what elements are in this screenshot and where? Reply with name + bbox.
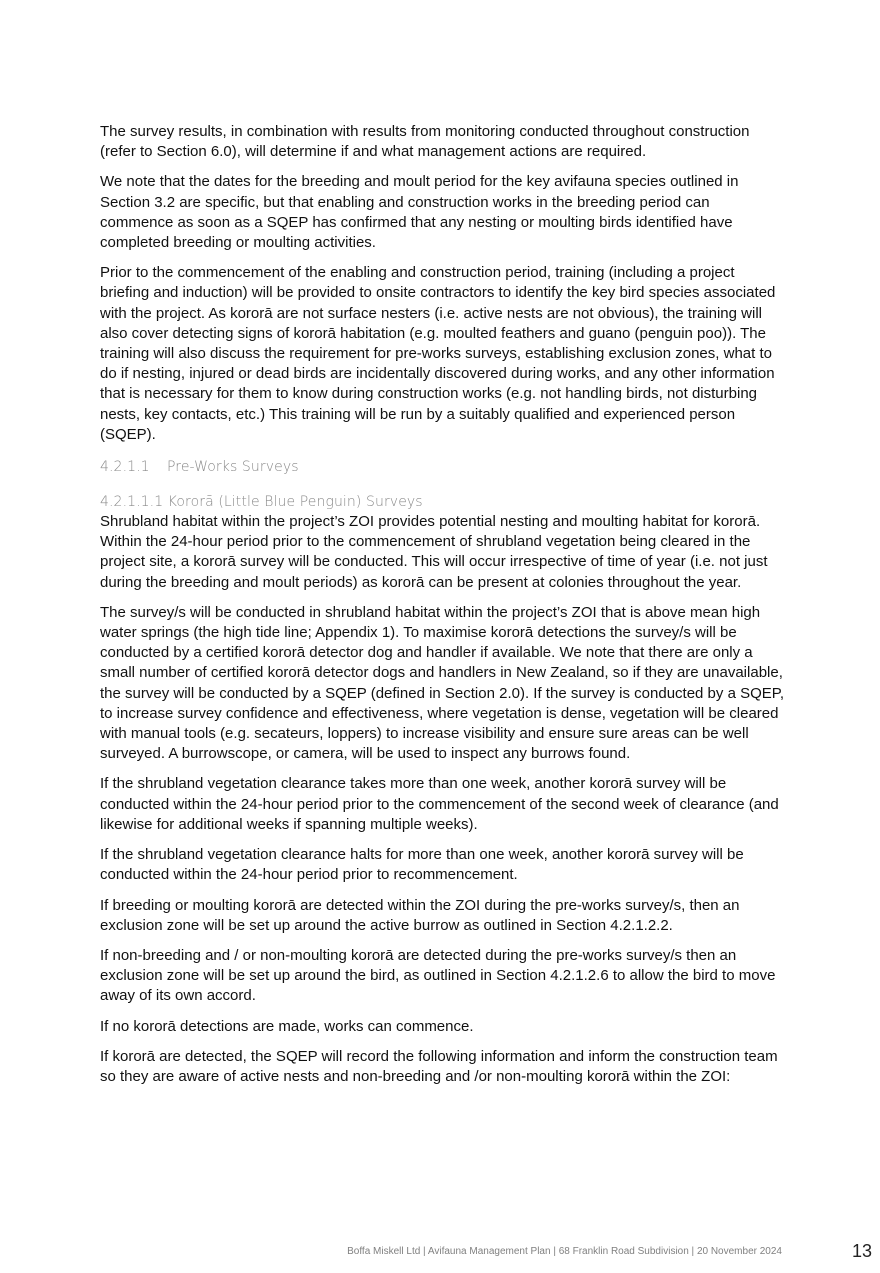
paragraph: Prior to the commencement of the enabling and construction period, training (including a project briefing and induction) will be provided to onsite contractors to identify the key bird species associated with the project. As kororā are not surface nesters (i.e. active nests are not obvious), the training will also cover detecting signs of kororā habitation (e.g. moulted feathers and guano (penguin poo)). The training will also discuss the requirement for pre-works surveys, establishing exclusion zones, what to do if nesting, injured or dead birds are incidentally discovered during works, and any other information that is necessary for them to know during construction works (e.g. not handling birds, not disturbing nests, key contacts, etc.) This training will be run by a suitably qualified and experienced person (SQEP). — [100, 264, 776, 443]
paragraph: If breeding or moulting kororā are detected within the ZOI during the pre-works survey/s, then an exclusion zone will be set up around the active burrow as outlined in Section 4.2.1.2.2. — [100, 896, 740, 934]
paragraph: The survey results, in combination with results from monitoring conducted throughout construction (refer to Section 6.0), will determine if and what management actions are required. — [100, 123, 750, 161]
paragraph: If the shrubland vegetation clearance halts for more than one week, another kororā survey will be conducted within the 24-hour period prior to recommencement. — [100, 846, 744, 884]
section-number: 4.2.1.1 — [100, 459, 150, 476]
page-number: 13 — [852, 1241, 873, 1261]
paragraph: If non-breeding and / or non-moulting kororā are detected during the pre-works survey/s then an exclusion zone will be set up around the bird, as outlined in Section 4.2.1.2.6 to allow the bird to move away of its own accord. — [100, 946, 776, 1005]
page-body — [100, 122, 784, 1097]
subsection-heading: 4.2.1.1.1 Kororā (Little Blue Penguin) Surveys — [100, 494, 423, 511]
paragraph: We note that the dates for the breeding and moult period for the key avifauna species outlined in Section 3.2 are specific, but that enabling and construction works in the breeding period can commence as soon as a SQEP has confirmed that any nesting or moulting birds identified have completed breeding or moulting activities. — [100, 173, 739, 252]
paragraph: Shrubland habitat within the project’s ZOI provides potential nesting and moulting habitat for kororā. Within the 24-hour period prior to the commencement of shrubland vegetation being cleared in the project site, a kororā survey will be conducted. This will occur irrespective of time of year (i.e. not just during the breeding and moult periods) as kororā can be present at colonies throughout the year. — [100, 513, 768, 591]
section-title: Pre-Works Surveys — [167, 459, 299, 476]
section-heading — [100, 457, 784, 477]
paragraph: If the shrubland vegetation clearance takes more than one week, another kororā survey will be conducted within the 24-hour period prior to the commencement of the second week of clearance (and likewise for additional weeks if spanning multiple weeks). — [100, 775, 779, 833]
paragraph: If no kororā detections are made, works can commence. — [100, 1017, 474, 1035]
page-footer: Boffa Miskell Ltd | Avifauna Management Plan | 68 Franklin Road Subdivision | 20 November 2024 — [347, 1246, 782, 1257]
paragraph: If kororā are detected, the SQEP will record the following information and inform the construction team so they are aware of active nests and non-breeding and /or non-moulting kororā within the ZOI: — [100, 1047, 778, 1085]
paragraph: The survey/s will be conducted in shrubland habitat within the project’s ZOI that is above mean high water springs (the high tide line; Appendix 1). To maximise kororā detections the survey/s will be conducted by a certified kororā detector dog and handler if available. We note that there are only a small number of certified kororā detector dogs and handlers in New Zealand, so if they are unavailable, the survey will be conducted by a SQEP (defined in Section 2.0). If the survey is conducted by a SQEP, to increase survey confidence and effectiveness, where vegetation is dense, vegetation will be cleared with manual tools (e.g. secateurs, loppers) to increase visibility and ensure sure areas can be well surveyed. A burrowscope, or camera, will be used to inspect any burrows found. — [100, 603, 784, 763]
